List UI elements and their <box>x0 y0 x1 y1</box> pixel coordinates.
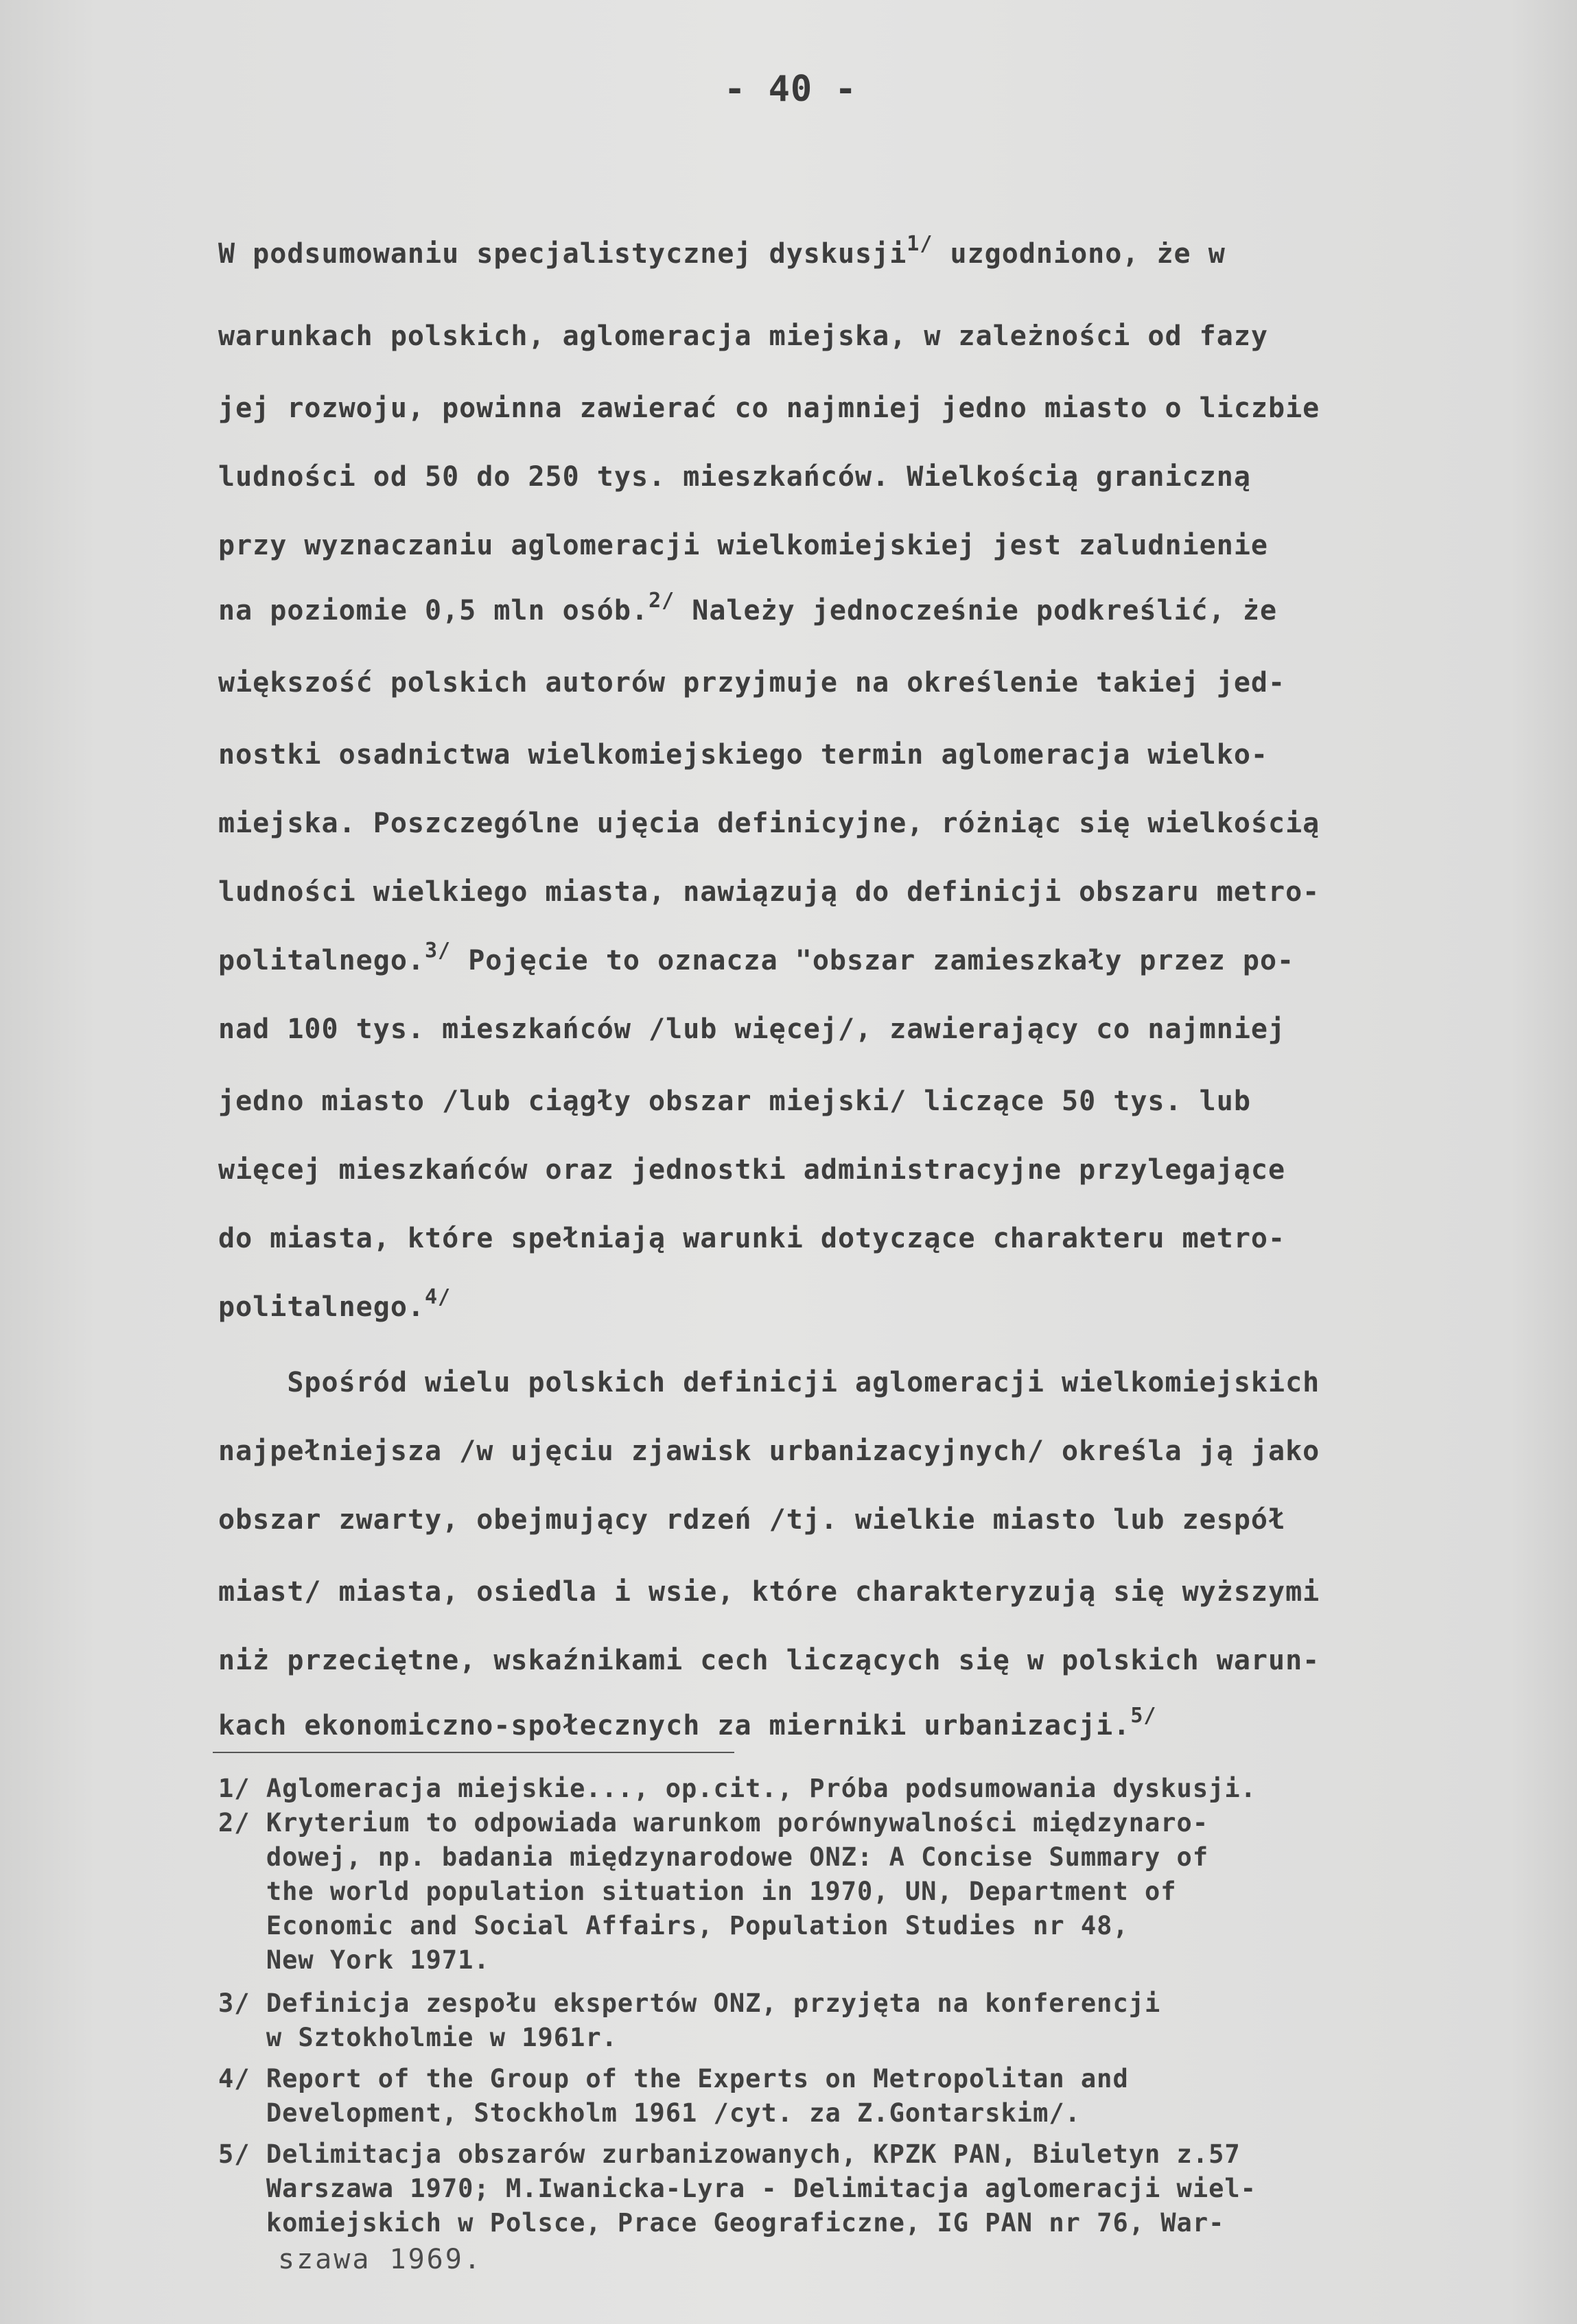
p1-line-7: większość polskich autorów przyjmuje na określenie takiej jed- <box>218 667 1286 699</box>
footnote-4-line-1: 4/ Report of the Group of the Experts on Metropolitan and <box>218 2064 1129 2093</box>
p1-line-11: politalnego.$^{3/}$ Pojęcie to oznacza "obszar zamieszkały przez po- <box>218 939 1295 976</box>
p2-line-6: kach ekonomiczno-społecznych za mierniki urbanizacji.$^{5/}$ <box>218 1704 1157 1741</box>
p1-line-2: warunkach polskich, aglomeracja miejska, w zależności od fazy <box>218 320 1269 352</box>
footnote-3-line-2: w Sztokholmie w 1961r. <box>218 2023 618 2052</box>
p1-line-15: do miasta, które spełniają warunki dotyczące charakteru metro- <box>218 1223 1286 1254</box>
p2-line-4: miast/ miasta, osiedla i wsie, które charakteryzują się wyższymi <box>218 1576 1320 1608</box>
footnote-ref-4: 4/ <box>424 1285 452 1309</box>
p2-line-5: niż przeciętne, wskaźnikami cech liczących się w polskich warun- <box>218 1645 1320 1676</box>
footnote-ref-1: 1/ <box>907 232 933 256</box>
footnote-ref-2: 2/ <box>649 589 675 613</box>
footnote-3-line-1: 3/ Definicja zespołu ekspertów ONZ, przyjęta na konferencji <box>218 1988 1161 2018</box>
p1-line-14: więcej mieszkańców oraz jednostki administracyjne przylegające <box>218 1154 1286 1186</box>
footnote-1: 1/ Aglomeracja miejskie..., op.cit., Próba podsumowania dyskusji. <box>218 1774 1257 1803</box>
footnote-separator <box>213 1752 734 1753</box>
footnote-4-line-2: Development, Stockholm 1961 /cyt. za Z.Gontarskim/. <box>218 2098 1081 2128</box>
p2-line-3: obszar zwarty, obejmujący rdzeń /tj. wielkie miasto lub zespół <box>218 1504 1286 1536</box>
p1-line-9: miejska. Poszczególne ujęcia definicyjne, różniąc się wielkością <box>218 808 1320 839</box>
footnote-5-line-3: komiejskich w Polsce, Prace Geograficzne, IG PAN nr 76, War- <box>218 2208 1225 2238</box>
footnote-ref-3: 3/ <box>424 939 452 963</box>
footnote-ref-5: 5/ <box>1130 1704 1157 1728</box>
p1-line-12: nad 100 tys. mieszkańców /lub więcej/, zawierający co najmniej <box>218 1013 1286 1045</box>
p2-line-2: najpełniejsza /w ujęciu zjawisk urbanizacyjnych/ określa ją jako <box>218 1435 1320 1467</box>
p1-line-16: politalnego.$^{4/}$ <box>218 1285 452 1323</box>
p1-line-3: jej rozwoju, powinna zawierać co najmniej jedno miasto o liczbie <box>218 392 1320 424</box>
footnote-5-line-2: Warszawa 1970; M.Iwanicka-Lyra - Delimitacja aglomeracji wiel- <box>218 2174 1257 2203</box>
footnote-2-line-5: New York 1971. <box>218 1945 490 1975</box>
footnote-2-line-2: dowej, np. badania międzynarodowe ONZ: A Concise Summary of <box>218 1842 1209 1872</box>
p1-line-6: na poziomie 0,5 mln osób.$^{2/}$ Należy jednocześnie podkreślić, że <box>218 589 1278 626</box>
p1-line-1: W podsumowaniu specjalistycznej dyskusji$^{1/}$ uzgodniono, że w <box>218 232 1226 270</box>
p1-line-8: nostki osadnictwa wielkomiejskiego termin aglomeracja wielko- <box>218 739 1269 771</box>
footnote-2-line-1: 2/ Kryterium to odpowiada warunkom porównywalności międzynaro- <box>218 1808 1209 1838</box>
p1-line-13: jedno miasto /lub ciągły obszar miejski/ liczące 50 tys. lub <box>218 1085 1251 1117</box>
footnote-2-line-3: the world population situation in 1970, UN, Department of <box>218 1877 1177 1906</box>
p1-line-4: ludności od 50 do 250 tys. mieszkańców. Wielkością graniczną <box>218 461 1251 493</box>
p1-line-10: ludności wielkiego miasta, nawiązują do definicji obszaru metro- <box>218 876 1320 908</box>
page-number: - 40 - <box>724 69 857 110</box>
p2-line-1: Spośród wielu polskich definicji aglomeracji wielkomiejskich <box>218 1367 1320 1398</box>
handwritten-continuation: szawa 1969. <box>278 2244 482 2275</box>
p1-line-5: przy wyznaczaniu aglomeracji wielkomiejskiej jest zaludnienie <box>218 530 1269 561</box>
footnote-2-line-4: Economic and Social Affairs, Population Studies nr 48, <box>218 1911 1129 1940</box>
footnote-5-line-1: 5/ Delimitacja obszarów zurbanizowanych, KPZK PAN, Biuletyn z.57 <box>218 2139 1241 2169</box>
